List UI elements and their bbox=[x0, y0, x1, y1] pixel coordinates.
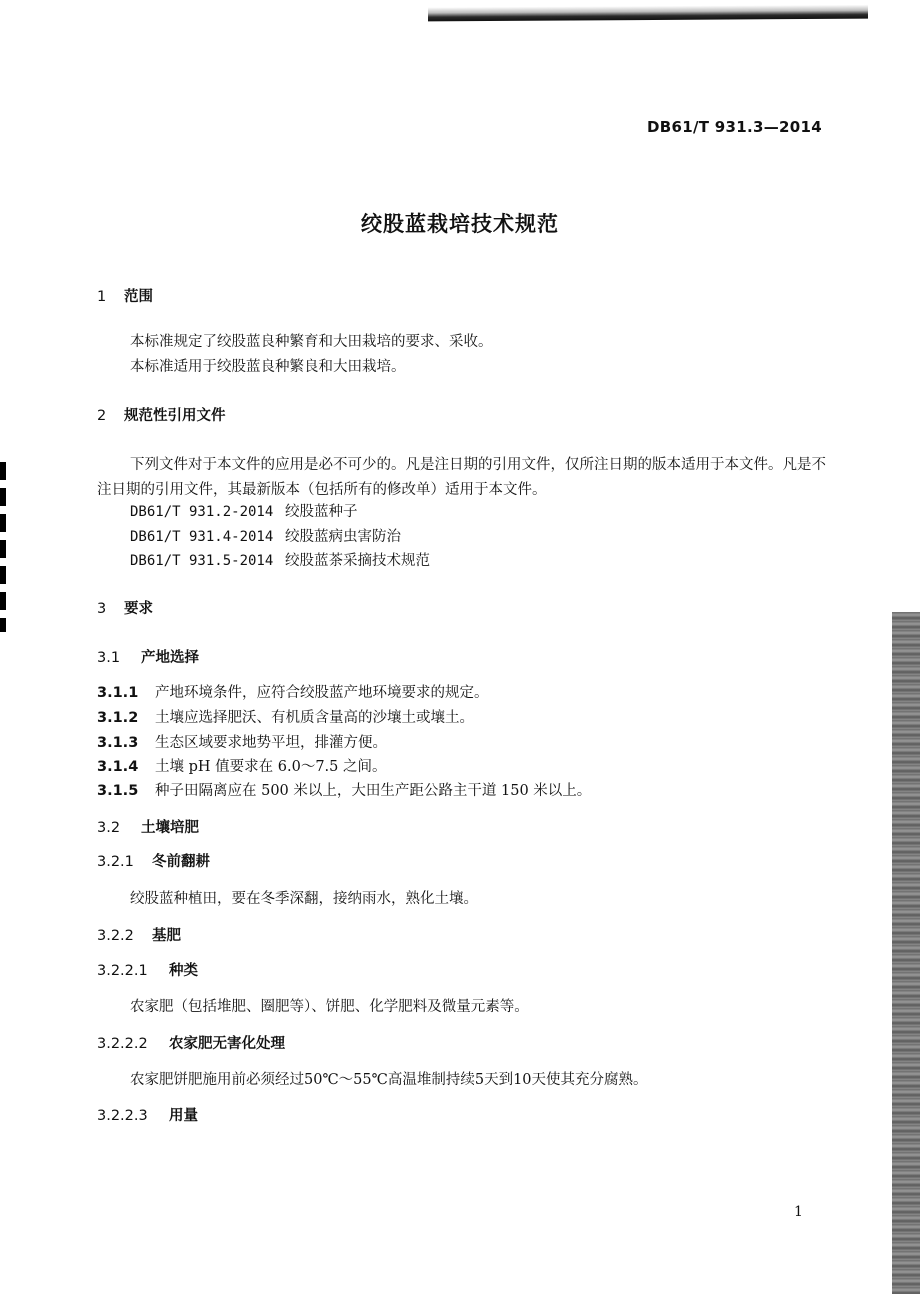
section-title: 种类 bbox=[169, 963, 198, 979]
section-3-2-1-heading bbox=[97, 852, 210, 872]
reference-title: 绞股蓝茶采摘技术规范 bbox=[285, 553, 430, 569]
item-number: 3.1.1 bbox=[97, 685, 139, 701]
section-3-2-2-heading bbox=[97, 926, 181, 946]
section-number: 3.2.2.3 bbox=[97, 1108, 148, 1124]
section-3-2-heading bbox=[97, 818, 199, 838]
section-3-heading bbox=[97, 599, 153, 619]
section-number: 3.2.2 bbox=[97, 928, 134, 944]
section-title: 用量 bbox=[169, 1108, 198, 1124]
item-text: 土壤 pH 值要求在 6.0～7.5 之间。 bbox=[155, 759, 387, 775]
section-number: 3.2.2.1 bbox=[97, 963, 148, 979]
section-number: 3.2.1 bbox=[97, 854, 134, 870]
document-title: 绞股蓝栽培技术规范 bbox=[361, 212, 559, 236]
section-3-2-2-1-heading bbox=[97, 961, 198, 981]
reference-title: 绞股蓝病虫害防治 bbox=[285, 529, 401, 545]
section-number: 2 bbox=[97, 408, 107, 424]
item-text: 种子田隔离应在 500 米以上，大田生产距公路主干道 150 米以上。 bbox=[155, 783, 592, 799]
reference-item bbox=[130, 527, 401, 547]
requirement-item bbox=[97, 733, 387, 753]
section-number: 1 bbox=[97, 289, 107, 305]
item-number: 3.1.4 bbox=[97, 759, 139, 775]
section-1-heading bbox=[97, 287, 153, 307]
section-2-heading bbox=[97, 406, 226, 426]
requirement-item bbox=[97, 781, 591, 801]
page-number: 1 bbox=[794, 1204, 803, 1220]
section-title: 冬前翻耕 bbox=[152, 854, 210, 870]
paragraph: 下列文件对于本文件的应用是必不可少的。凡是注日期的引用文件，仅所注日期的版本适用于本文件。凡是不注日期的引用文件，其最新版本（包括所有的修改单）适用于本文件。 bbox=[97, 457, 826, 498]
item-text: 土壤应选择肥沃、有机质含量高的沙壤土或壤土。 bbox=[155, 710, 474, 726]
section-3-2-2-3-heading bbox=[97, 1106, 198, 1126]
item-text: 生态区域要求地势平坦，排灌方便。 bbox=[155, 735, 387, 751]
section-number: 3.1 bbox=[97, 650, 121, 666]
section-title: 产地选择 bbox=[141, 650, 199, 666]
section-3-2-2-2-heading bbox=[97, 1034, 285, 1054]
paragraph: 本标准规定了绞股蓝良种繁育和大田栽培的要求、采收。 bbox=[130, 334, 493, 350]
section-number: 3 bbox=[97, 601, 107, 617]
section-title: 要求 bbox=[124, 601, 153, 617]
scan-artifact-right-edge bbox=[892, 612, 920, 1294]
paragraph: 绞股蓝种植田，要在冬季深翻，接纳雨水，熟化土壤。 bbox=[130, 891, 478, 907]
scan-artifact-top bbox=[428, 5, 868, 22]
reference-title: 绞股蓝种子 bbox=[285, 504, 358, 520]
reference-item bbox=[130, 551, 430, 571]
requirement-item bbox=[97, 683, 489, 703]
item-number: 3.1.5 bbox=[97, 783, 139, 799]
section-number: 3.2 bbox=[97, 820, 121, 836]
paragraph: 农家肥饼肥施用前必须经过50℃～55℃高温堆制持续5天到10天使其充分腐熟。 bbox=[130, 1072, 648, 1088]
requirement-item bbox=[97, 708, 474, 728]
reference-item bbox=[130, 502, 358, 522]
paragraph: 本标准适用于绞股蓝良种繁良和大田栽培。 bbox=[130, 359, 406, 375]
item-number: 3.1.3 bbox=[97, 735, 139, 751]
item-number: 3.1.2 bbox=[97, 710, 139, 726]
section-number: 3.2.2.2 bbox=[97, 1036, 148, 1052]
requirement-item bbox=[97, 757, 386, 777]
section-3-1-heading bbox=[97, 648, 199, 668]
document-code: DB61/T 931.3—2014 bbox=[647, 118, 822, 136]
reference-code: DB61/T 931.5-2014 bbox=[130, 553, 274, 569]
section-title: 基肥 bbox=[152, 928, 181, 944]
reference-code: DB61/T 931.4-2014 bbox=[130, 529, 274, 545]
section-title: 土壤培肥 bbox=[141, 820, 199, 836]
section-title: 范围 bbox=[124, 289, 153, 305]
section-title: 规范性引用文件 bbox=[124, 408, 226, 424]
scan-artifact-left-edge bbox=[0, 462, 6, 632]
section-title: 农家肥无害化处理 bbox=[169, 1036, 285, 1052]
reference-code: DB61/T 931.2-2014 bbox=[130, 504, 274, 520]
item-text: 产地环境条件，应符合绞股蓝产地环境要求的规定。 bbox=[155, 685, 489, 701]
paragraph: 农家肥（包括堆肥、圈肥等）、饼肥、化学肥料及微量元素等。 bbox=[130, 999, 529, 1015]
